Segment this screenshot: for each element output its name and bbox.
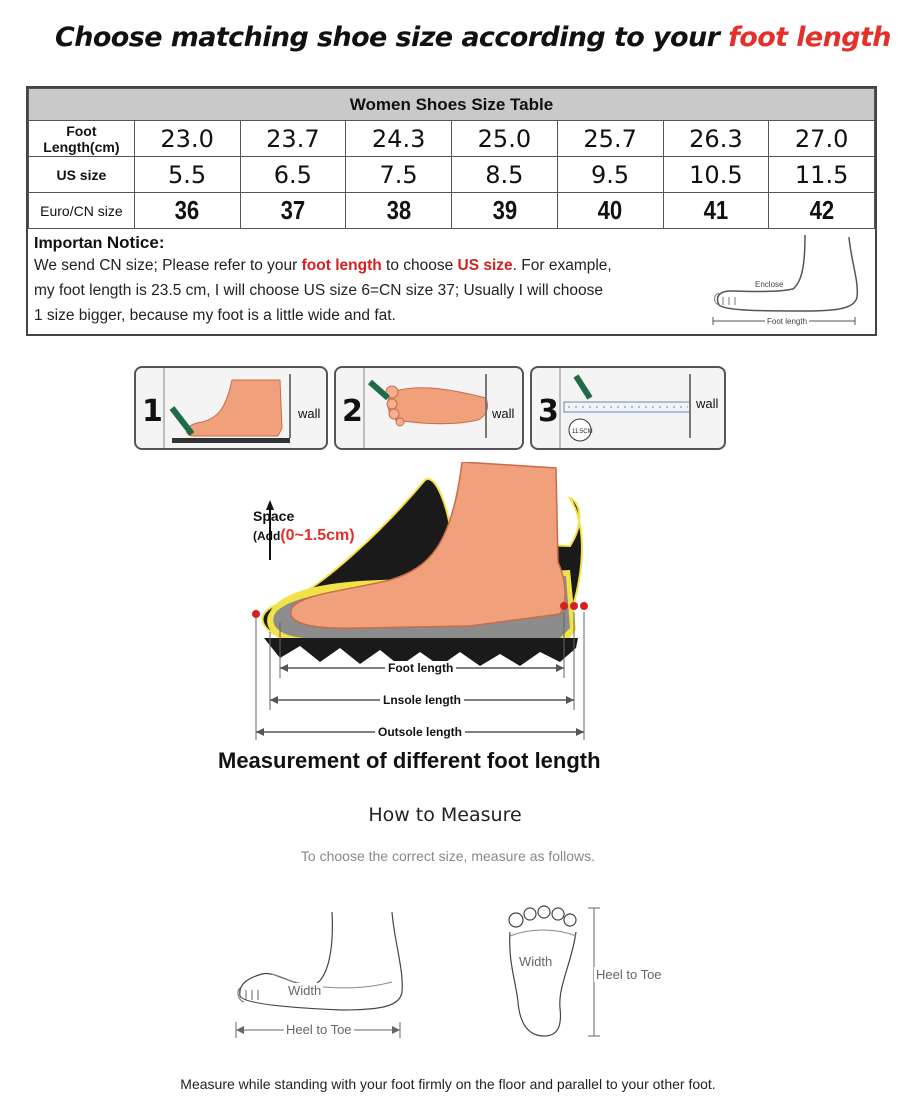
us-size-cell: 9.5 [557,157,663,193]
space-add-range: (0~1.5cm) [280,527,355,544]
foot-length-small-label: Foot length [767,317,808,326]
foot-length-label: Foot length [385,661,456,675]
size-table [28,88,875,229]
foot-length-cell: 25.7 [557,121,663,157]
notice-text [34,253,704,328]
foot-length-cell: 25.0 [452,121,558,157]
table-row [29,121,875,157]
notice-line2: my foot length is 23.5 cm, I will choose US size 6=CN size 37; Usually I will choose [34,282,603,299]
table-row [29,193,875,229]
notice-line3: 1 size bigger, because my foot is a little wide and fat. [34,307,396,324]
side-heel-to-toe-label: Heel to Toe [286,1022,352,1037]
us-size-cell: 10.5 [663,157,769,193]
step-number: 2 [342,394,363,429]
notice-us-size-emphasis: US size [457,257,513,274]
notice-line1-a: We send CN size; Please refer to your [34,257,302,274]
space-add-label [253,527,355,545]
euro-size-cell: 37 [248,193,338,229]
sole-width-label: Width [519,954,553,969]
step-3-panel [530,366,726,450]
wall-label: wall [696,396,719,411]
page-headline [55,22,891,53]
foot-length-cell: 23.7 [240,121,346,157]
step-number: 3 [538,394,559,429]
enclose-label: Enclose [755,280,784,289]
wall-label: wall [492,406,515,421]
diagram-caption: Measurement of different foot length [218,748,601,773]
us-size-cell: 5.5 [134,157,240,193]
measure-steps [134,366,729,450]
notice-line1-c: . For example, [512,257,612,274]
ruler-mark-label: 11.5CM [572,429,593,435]
row-label-foot-length: Foot Length(cm) [29,121,135,157]
wall-label: wall [298,406,321,421]
space-add-prefix: (Add [253,529,281,543]
sole-heel-to-toe-label: Heel to Toe [596,967,662,982]
euro-size-cell: 36 [142,193,232,229]
euro-size-cell: 40 [565,193,655,229]
how-to-title: How to Measure [368,804,522,826]
foot-length-cell: 24.3 [346,121,452,157]
side-width-label: Width [288,983,322,998]
headline-text: Choose matching shoe size according to your [55,22,729,53]
side-foot-outline-icon [232,910,407,1040]
row-label-us-size: US size [29,157,135,193]
notice-title-b: Notice: [106,233,165,252]
ruler-measure-icon [558,368,698,448]
us-size-cell: 6.5 [240,157,346,193]
euro-size-cell: 41 [671,193,761,229]
row-label-euro-cn-size: Euro/CN size [29,193,135,229]
foot-length-cell: 27.0 [769,121,875,157]
size-table-title: Women Shoes Size Table [29,89,875,121]
foot-length-cell: 23.0 [134,121,240,157]
table-row [29,157,875,193]
foot-length-cell: 26.3 [663,121,769,157]
notice-foot-length-emphasis: foot length [301,257,382,274]
notice-title-a: Importan [34,235,107,252]
euro-size-cell: 38 [354,193,444,229]
bottom-instruction: Measure while standing with your foot firmly on the floor and parallel to your other foot. [180,1076,716,1092]
space-label: Space [253,508,295,524]
us-size-cell: 8.5 [452,157,558,193]
how-to-subtitle: To choose the correct size, measure as follows. [300,848,596,864]
outsole-length-label: Outsole length [375,725,465,739]
step-1-panel [134,366,328,450]
notice-panel [28,229,875,335]
foot-outline-icon [705,231,865,329]
notice-line1-b: to choose [381,257,458,274]
euro-size-cell: 39 [459,193,549,229]
euro-size-cell: 42 [777,193,867,229]
us-size-cell: 11.5 [769,157,875,193]
step-2-panel [334,366,524,450]
size-table-panel [26,86,877,336]
step-number: 1 [142,394,163,429]
insole-length-label: Lnsole length [380,693,464,707]
headline-highlight: foot length [728,22,891,53]
us-size-cell: 7.5 [346,157,452,193]
